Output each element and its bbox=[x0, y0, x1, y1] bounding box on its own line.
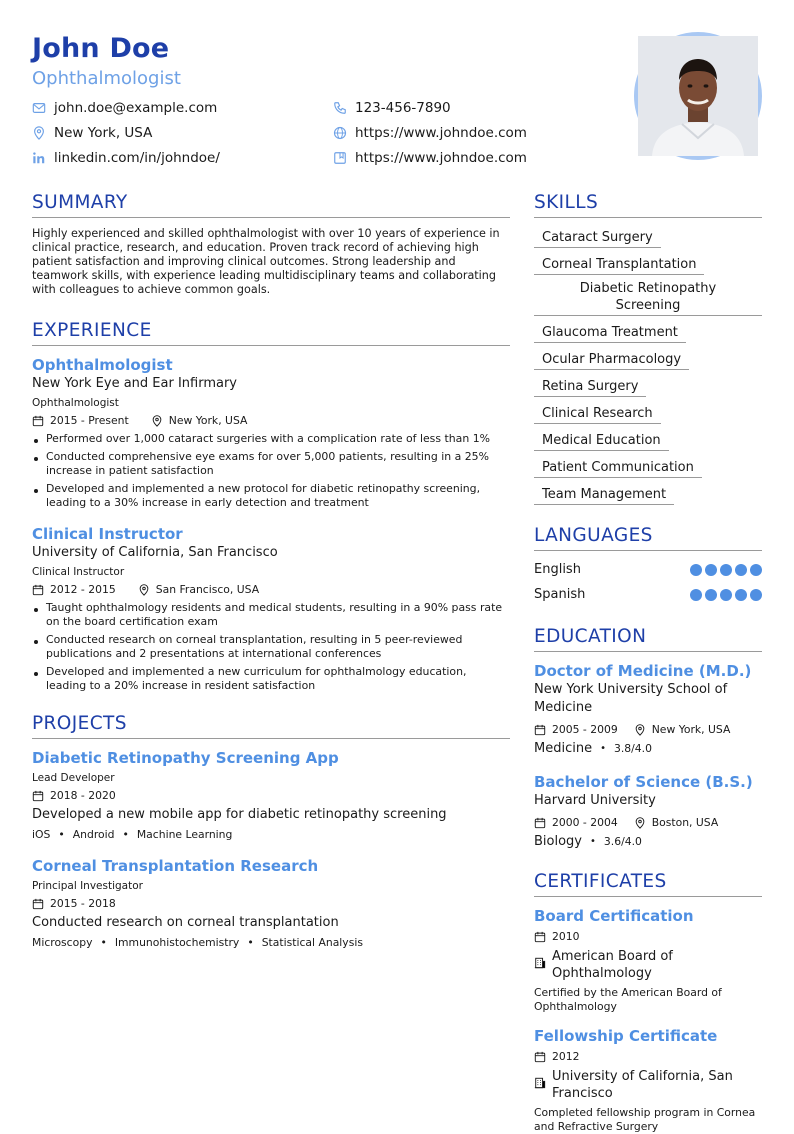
skill-item: Patient Communication bbox=[534, 459, 702, 478]
education-field: Medicine • 3.8/4.0 bbox=[534, 741, 652, 756]
bullet-item: Developed and implemented a new protocol for diabetic retinopathy screening, leading to a 30% increase in early detection and treatment bbox=[32, 482, 510, 510]
language-name: English bbox=[534, 562, 581, 577]
project-dates: 2018 - 2020 bbox=[50, 789, 116, 802]
degree: Bachelor of Science (B.S.) bbox=[534, 773, 753, 791]
experience-heading: EXPERIENCE bbox=[32, 318, 510, 346]
certificate-name: Board Certification bbox=[534, 907, 694, 925]
issuer-name: University of California, San Francisco bbox=[552, 1069, 733, 1101]
issuer-name: American Board of Ophthalmology bbox=[552, 949, 673, 981]
certificate-item bbox=[534, 1026, 762, 1134]
languages-list bbox=[534, 557, 762, 607]
certificate-year: 2012 bbox=[552, 1050, 580, 1063]
job-organization: New York Eye and Ear Infirmary bbox=[32, 376, 237, 391]
location-icon bbox=[634, 817, 646, 829]
education-meta bbox=[534, 816, 762, 830]
level-dot bbox=[705, 589, 717, 601]
job-title: Ophthalmologist bbox=[32, 356, 173, 374]
education-dates: 2000 - 2004 bbox=[552, 816, 618, 829]
building-icon bbox=[534, 1077, 546, 1089]
project-meta bbox=[32, 789, 510, 803]
summary-heading: SUMMARY bbox=[32, 190, 510, 218]
tag: Immunohistochemistry bbox=[114, 936, 240, 949]
level-dot bbox=[735, 564, 747, 576]
job-meta bbox=[32, 583, 510, 597]
avatar-illustration bbox=[638, 36, 758, 156]
contact-website[interactable] bbox=[333, 123, 527, 143]
contact-location bbox=[32, 123, 152, 143]
linkedin-text: linkedin.com/in/johndoe/ bbox=[54, 150, 220, 166]
level-dot bbox=[690, 564, 702, 576]
skill-item: Cataract Surgery bbox=[534, 229, 661, 248]
job-organization: University of California, San Francisco bbox=[32, 545, 278, 560]
project-name: Corneal Transplantation Research bbox=[32, 857, 319, 875]
candidate-name: John Doe bbox=[32, 33, 170, 64]
skill-item: Corneal Transplantation bbox=[534, 256, 704, 275]
calendar-icon bbox=[534, 931, 546, 943]
phone-icon bbox=[333, 101, 347, 115]
tag: Android bbox=[72, 828, 115, 841]
education-location: New York, USA bbox=[651, 723, 731, 736]
skill-item: Team Management bbox=[534, 486, 674, 505]
project-name: Diabetic Retinopathy Screening App bbox=[32, 749, 339, 767]
linkedin-icon bbox=[32, 151, 46, 165]
skills-list bbox=[534, 226, 762, 510]
job-title: Clinical Instructor bbox=[32, 525, 183, 543]
project-description: Conducted research on corneal transplantation bbox=[32, 915, 339, 930]
level-dot bbox=[750, 564, 762, 576]
skill-item: Ocular Pharmacology bbox=[534, 351, 689, 370]
language-name: Spanish bbox=[534, 587, 586, 602]
profile-photo bbox=[634, 32, 762, 160]
job-location: New York, USA bbox=[168, 414, 248, 427]
experience-item bbox=[32, 355, 510, 510]
location-icon bbox=[634, 724, 646, 736]
skill-item: Diabetic Retinopathy Screening bbox=[534, 280, 762, 316]
contact-phone[interactable] bbox=[333, 98, 451, 118]
level-dot bbox=[750, 589, 762, 601]
contact-portfolio[interactable] bbox=[333, 148, 527, 168]
bullet-item: Performed over 1,000 cataract surgeries with a complication rate of less than 1% bbox=[32, 432, 510, 446]
project-item bbox=[32, 856, 510, 950]
education-meta bbox=[534, 723, 762, 737]
gpa: 3.8/4.0 bbox=[613, 742, 652, 755]
certificate-item bbox=[534, 906, 762, 1014]
left-column bbox=[32, 190, 510, 950]
location-icon bbox=[138, 584, 150, 596]
skill-item: Medical Education bbox=[534, 432, 669, 451]
job-bullets bbox=[32, 432, 510, 510]
project-dates: 2015 - 2018 bbox=[50, 897, 116, 910]
certificate-issuer bbox=[534, 1068, 762, 1102]
school: Harvard University bbox=[534, 793, 656, 808]
bullet-item: Conducted comprehensive eye exams for over 5,000 patients, resulting in a 25% increase in patient satisfaction bbox=[32, 450, 510, 478]
level-dot bbox=[690, 589, 702, 601]
certificates-heading: CERTIFICATES bbox=[534, 869, 762, 897]
project-tags: iOS • Android • Machine Learning bbox=[32, 828, 233, 841]
phone-text: 123-456-7890 bbox=[355, 100, 451, 116]
bullet-item: Developed and implemented a new curriculum for ophthalmology education, leading to a 20% increase in resident satisfaction bbox=[32, 665, 510, 693]
projects-heading: PROJECTS bbox=[32, 711, 510, 739]
project-item bbox=[32, 748, 510, 842]
project-tags: Microscopy • Immunohistochemistry • Statistical Analysis bbox=[32, 936, 363, 949]
location-text: New York, USA bbox=[54, 125, 153, 141]
level-dot bbox=[735, 589, 747, 601]
tag: Machine Learning bbox=[136, 828, 233, 841]
job-dates: 2015 - Present bbox=[50, 414, 129, 427]
mail-icon bbox=[32, 101, 46, 115]
degree: Doctor of Medicine (M.D.) bbox=[534, 662, 752, 680]
bullet-item: Conducted research on corneal transplantation, resulting in 5 peer-reviewed publications and 2 presentations at international conferences bbox=[32, 633, 510, 661]
skill-item: Clinical Research bbox=[534, 405, 661, 424]
project-description: Developed a new mobile app for diabetic retinopathy screening bbox=[32, 807, 447, 822]
right-column bbox=[534, 190, 762, 1134]
languages-heading: LANGUAGES bbox=[534, 523, 762, 551]
skill-item: Retina Surgery bbox=[534, 378, 646, 397]
bullet-item: Taught ophthalmology residents and medical students, resulting in a 90% pass rate on the board certification exam bbox=[32, 601, 510, 629]
certificate-meta bbox=[534, 1050, 762, 1064]
contact-linkedin[interactable] bbox=[32, 148, 220, 168]
certificate-meta bbox=[534, 930, 762, 944]
field-of-study: Biology bbox=[534, 834, 582, 849]
calendar-icon bbox=[32, 790, 44, 802]
certificate-year: 2010 bbox=[552, 930, 580, 943]
education-item bbox=[534, 661, 762, 758]
project-role: Principal Investigator bbox=[32, 880, 143, 892]
building-icon bbox=[534, 957, 546, 969]
summary-text: Highly experienced and skilled ophthalmologist with over 10 years of experience in clinical practice, research, and education. Proven track record of achieving high patient satisfaction and improving clinical outcomes. Strong leadership and teamwork skills, with experience leading multidisciplinary teams and collaborating with colleagues to achieve common goals. bbox=[32, 227, 500, 296]
job-location: San Francisco, USA bbox=[155, 583, 260, 596]
tag: iOS bbox=[32, 828, 51, 841]
tag: Statistical Analysis bbox=[261, 936, 363, 949]
project-role: Lead Developer bbox=[32, 772, 115, 784]
education-item bbox=[534, 772, 762, 851]
calendar-icon bbox=[534, 724, 546, 736]
language-row bbox=[534, 557, 762, 582]
level-dot bbox=[720, 564, 732, 576]
portfolio-text: https://www.johndoe.com bbox=[355, 150, 527, 166]
calendar-icon bbox=[32, 898, 44, 910]
level-dot bbox=[720, 589, 732, 601]
contact-email[interactable] bbox=[32, 98, 217, 118]
calendar-icon bbox=[32, 584, 44, 596]
job-dates: 2012 - 2015 bbox=[50, 583, 116, 596]
calendar-icon bbox=[534, 817, 546, 829]
experience-item bbox=[32, 524, 510, 693]
certificate-description: Completed fellowship program in Cornea and Refractive Surgery bbox=[534, 1106, 756, 1133]
job-role: Clinical Instructor bbox=[32, 566, 125, 578]
level-dot bbox=[705, 564, 717, 576]
header bbox=[32, 32, 762, 172]
location-icon bbox=[32, 126, 46, 140]
bookmark-icon bbox=[333, 151, 347, 165]
language-level bbox=[687, 589, 762, 601]
candidate-title: Ophthalmologist bbox=[32, 68, 181, 89]
certificate-name: Fellowship Certificate bbox=[534, 1027, 718, 1045]
email-text: john.doe@example.com bbox=[54, 100, 218, 116]
location-icon bbox=[151, 415, 163, 427]
tag: Microscopy bbox=[32, 936, 93, 949]
language-row bbox=[534, 582, 762, 607]
school: New York University School of Medicine bbox=[534, 682, 728, 715]
language-level bbox=[687, 564, 762, 576]
education-field: Biology • 3.6/4.0 bbox=[534, 834, 642, 849]
calendar-icon bbox=[534, 1051, 546, 1063]
globe-icon bbox=[333, 126, 347, 140]
calendar-icon bbox=[32, 415, 44, 427]
website-text: https://www.johndoe.com bbox=[355, 125, 527, 141]
certificate-issuer bbox=[534, 948, 762, 982]
job-bullets bbox=[32, 601, 510, 693]
job-meta bbox=[32, 414, 510, 428]
education-location: Boston, USA bbox=[651, 816, 719, 829]
education-dates: 2005 - 2009 bbox=[552, 723, 618, 736]
field-of-study: Medicine bbox=[534, 741, 593, 756]
education-heading: EDUCATION bbox=[534, 624, 762, 652]
certificate-description: Certified by the American Board of Ophthalmology bbox=[534, 986, 722, 1013]
skills-heading: SKILLS bbox=[534, 190, 762, 218]
skill-item: Glaucoma Treatment bbox=[534, 324, 686, 343]
gpa: 3.6/4.0 bbox=[603, 835, 642, 848]
job-role: Ophthalmologist bbox=[32, 397, 119, 409]
project-meta bbox=[32, 897, 510, 911]
